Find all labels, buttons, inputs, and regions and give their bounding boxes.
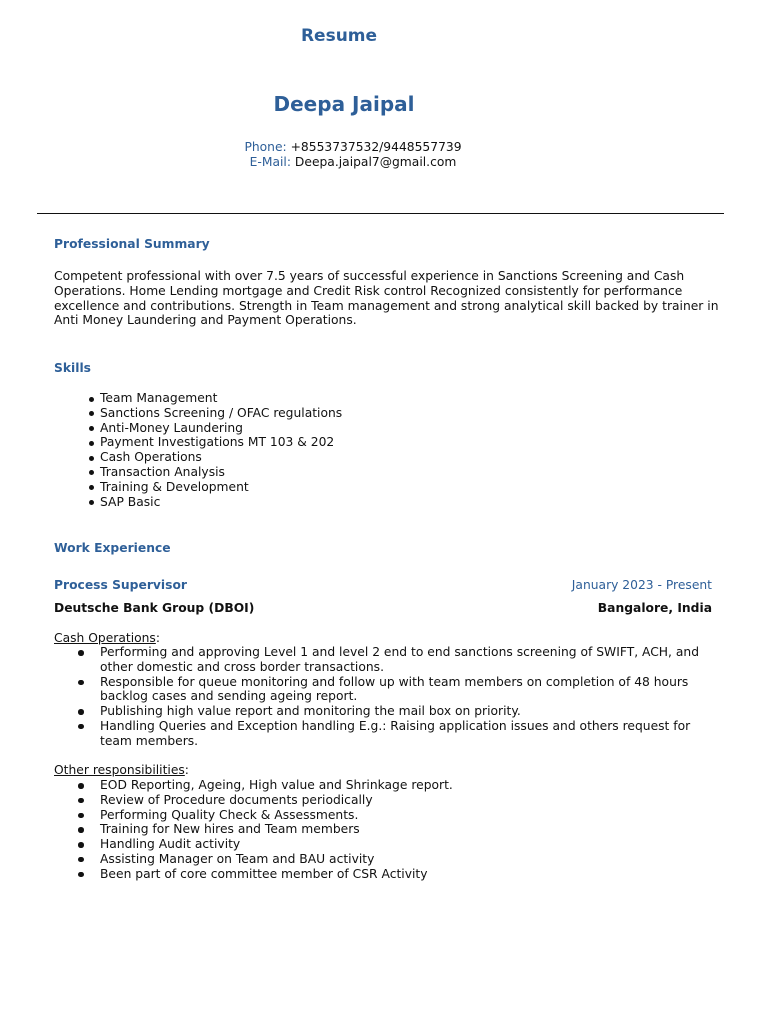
responsibility-item: Publishing high value report and monitoring the mail box on priority. — [100, 704, 712, 719]
other-responsibilities-label-text: Other responsibilities — [54, 763, 185, 777]
skill-item: Training & Development — [100, 480, 342, 495]
phone-label: Phone: — [244, 140, 287, 154]
job-location: Bangalore, India — [597, 601, 712, 615]
skill-item: Team Management — [100, 391, 342, 406]
contact-block — [0, 140, 706, 170]
document-title: Resume — [300, 26, 378, 46]
cash-operations-list — [100, 645, 712, 749]
responsibility-item: Handling Queries and Exception handling E.g.: Raising application issues and others request for team members. — [100, 719, 712, 749]
cash-operations-label-text: Cash Operations — [54, 631, 156, 645]
candidate-name: Deepa Jaipal — [273, 92, 415, 116]
job-title: Process Supervisor — [54, 578, 187, 592]
responsibility-item: Responsible for queue monitoring and follow up with team members on completion of 48 hours backlog cases and sending ageing report. — [100, 675, 712, 705]
responsibility-item: Handling Audit activity — [100, 837, 712, 852]
skill-item: Payment Investigations MT 103 & 202 — [100, 435, 342, 450]
skill-item: Anti-Money Laundering — [100, 421, 342, 436]
other-responsibilities-list — [100, 778, 712, 882]
cash-operations-label: Cash Operations: — [54, 631, 160, 645]
responsibility-item: Been part of core committee member of CSR Activity — [100, 867, 712, 882]
skills-list — [100, 391, 342, 509]
job-dates: January 2023 - Present — [571, 578, 712, 592]
skills-heading: Skills — [54, 361, 91, 375]
company-name: Deutsche Bank Group (DBOI) — [54, 601, 255, 615]
responsibility-item: Training for New hires and Team members — [100, 822, 712, 837]
summary-text: Competent professional with over 7.5 years of successful experience in Sanctions Screening and Cash Operations. Home Lending mortgage and Credit Risk control Recognized consistently for performance excellence and contributions. Strength in Team management and strong analytical skill backed by trainer in Anti Money Laundering and Payment Operations. — [54, 269, 719, 328]
responsibility-item: Performing and approving Level 1 and level 2 end to end sanctions screening of SWIFT, ACH, and other domestic and cross border transactions. — [100, 645, 712, 675]
header-divider — [37, 213, 724, 214]
email-label: E-Mail: — [249, 155, 291, 169]
skill-item: SAP Basic — [100, 495, 342, 510]
skill-item: Sanctions Screening / OFAC regulations — [100, 405, 343, 420]
experience-heading: Work Experience — [54, 541, 171, 555]
summary-heading: Professional Summary — [54, 237, 210, 251]
email-line — [0, 155, 706, 170]
responsibility-item: Performing Quality Check & Assessments. — [100, 808, 712, 823]
email-value: Deepa.jaipal7@gmail.com — [294, 155, 457, 169]
responsibility-item: Assisting Manager on Team and BAU activity — [100, 852, 712, 867]
skill-item: Transaction Analysis — [100, 465, 342, 480]
responsibility-item: Review of Procedure documents periodically — [100, 793, 712, 808]
phone-line — [0, 140, 706, 155]
responsibility-item: EOD Reporting, Ageing, High value and Shrinkage report. — [100, 778, 712, 793]
other-responsibilities-label: Other responsibilities: — [54, 763, 189, 777]
skill-item: Cash Operations — [100, 450, 342, 465]
phone-value: +8553737532/9448557739 — [290, 140, 462, 154]
